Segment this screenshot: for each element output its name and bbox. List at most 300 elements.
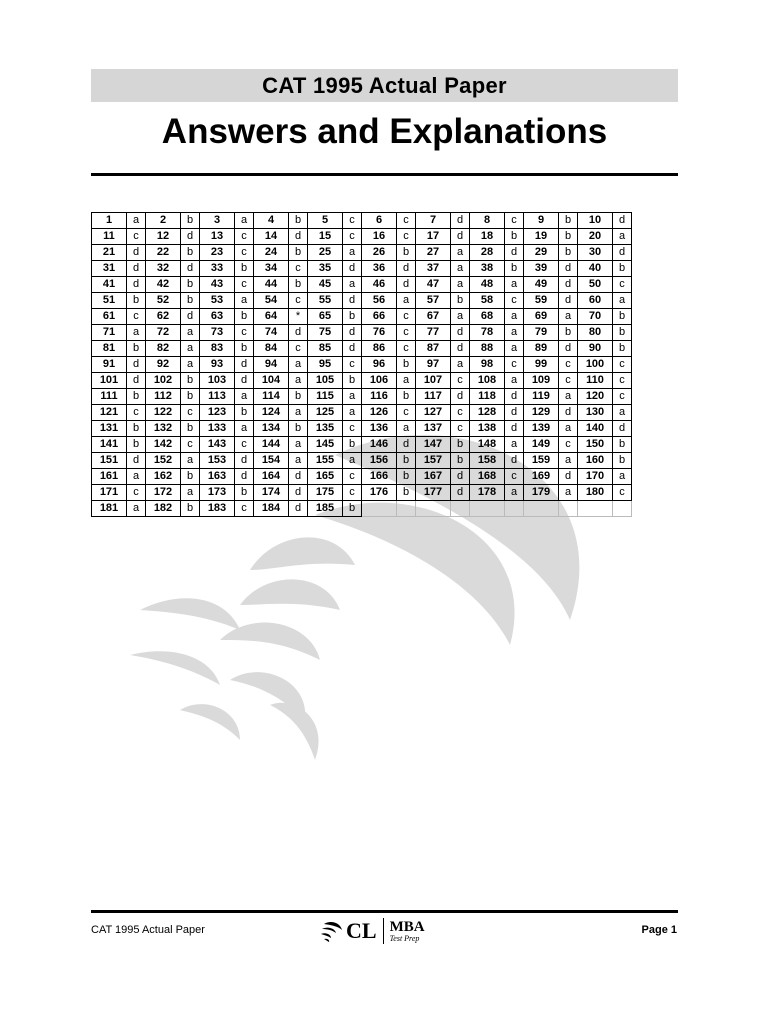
question-number-cell: 51 (92, 293, 127, 309)
question-number-cell: 93 (200, 357, 235, 373)
table-row (92, 405, 632, 421)
question-number-cell: 154 (254, 453, 289, 469)
question-number-cell: 85 (308, 341, 343, 357)
answer-cell: b (559, 229, 578, 245)
answer-cell: c (613, 277, 632, 293)
question-number-cell: 168 (470, 469, 505, 485)
question-number-cell: 114 (254, 389, 289, 405)
answer-cell: a (235, 389, 254, 405)
question-number-cell: 167 (416, 469, 451, 485)
question-number-cell: 105 (308, 373, 343, 389)
question-number-cell: 66 (362, 309, 397, 325)
answer-cell: b (451, 437, 470, 453)
question-number-cell: 179 (524, 485, 559, 501)
empty-cell (397, 501, 416, 517)
answer-cell: c (289, 341, 308, 357)
answer-cell: c (127, 405, 146, 421)
answer-cell: b (181, 293, 200, 309)
answer-cell: a (505, 325, 524, 341)
answer-cell: b (127, 341, 146, 357)
question-number-cell: 182 (146, 501, 181, 517)
table-row (92, 245, 632, 261)
answer-cell: a (235, 421, 254, 437)
answer-cell: c (505, 357, 524, 373)
answer-cell: d (397, 437, 416, 453)
question-number-cell: 67 (416, 309, 451, 325)
question-number-cell: 12 (146, 229, 181, 245)
question-number-cell: 29 (524, 245, 559, 261)
logo-mba-block (390, 920, 425, 943)
question-number-cell: 139 (524, 421, 559, 437)
answer-cell: a (127, 501, 146, 517)
empty-cell (362, 501, 397, 517)
question-number-cell: 155 (308, 453, 343, 469)
question-number-cell: 117 (416, 389, 451, 405)
answer-cell: a (613, 469, 632, 485)
answer-cell: d (613, 421, 632, 437)
answer-cell: b (343, 373, 362, 389)
answer-cell: b (559, 325, 578, 341)
answer-cell: d (289, 469, 308, 485)
answer-cell: c (505, 293, 524, 309)
answer-cell: c (397, 229, 416, 245)
question-number-cell: 58 (470, 293, 505, 309)
question-number-cell: 18 (470, 229, 505, 245)
question-number-cell: 178 (470, 485, 505, 501)
question-number-cell: 166 (362, 469, 397, 485)
question-number-cell: 84 (254, 341, 289, 357)
answer-cell: a (451, 245, 470, 261)
page-heading: Answers and Explanations (161, 112, 608, 151)
answer-cell: c (397, 213, 416, 229)
question-number-cell: 156 (362, 453, 397, 469)
question-number-cell: 59 (524, 293, 559, 309)
answer-cell: d (613, 213, 632, 229)
title-bar (91, 69, 678, 102)
answer-cell: d (505, 389, 524, 405)
answer-cell: d (559, 469, 578, 485)
answer-key-table (91, 212, 632, 517)
question-number-cell: 103 (200, 373, 235, 389)
question-number-cell: 65 (308, 309, 343, 325)
answer-cell: b (235, 485, 254, 501)
question-number-cell: 38 (470, 261, 505, 277)
answer-cell: d (235, 469, 254, 485)
question-number-cell: 5 (308, 213, 343, 229)
answer-cell: a (127, 469, 146, 485)
answer-cell: b (505, 229, 524, 245)
empty-cell (505, 501, 524, 517)
answer-cell: a (613, 229, 632, 245)
question-number-cell: 143 (200, 437, 235, 453)
answer-cell: d (451, 325, 470, 341)
answer-cell: d (343, 325, 362, 341)
question-number-cell: 153 (200, 453, 235, 469)
answer-cell: a (451, 277, 470, 293)
answer-cell: d (289, 325, 308, 341)
answer-cell: b (451, 293, 470, 309)
question-number-cell: 17 (416, 229, 451, 245)
answer-cell: c (235, 437, 254, 453)
question-number-cell: 47 (416, 277, 451, 293)
question-number-cell: 177 (416, 485, 451, 501)
question-number-cell: 34 (254, 261, 289, 277)
question-number-cell: 94 (254, 357, 289, 373)
question-number-cell: 56 (362, 293, 397, 309)
question-number-cell: 141 (92, 437, 127, 453)
answer-cell: d (505, 421, 524, 437)
answer-cell: c (613, 485, 632, 501)
table-row (92, 373, 632, 389)
answer-cell: c (559, 357, 578, 373)
page-number: Page 1 (641, 924, 677, 936)
answer-cell: d (451, 469, 470, 485)
answer-cell: a (505, 437, 524, 453)
answer-cell: d (181, 309, 200, 325)
answer-cell: b (181, 469, 200, 485)
answer-cell: b (343, 437, 362, 453)
question-number-cell: 180 (578, 485, 613, 501)
question-number-cell: 97 (416, 357, 451, 373)
answer-cell: d (613, 245, 632, 261)
answer-cell: b (289, 245, 308, 261)
answer-cell: c (613, 389, 632, 405)
answer-cell: c (613, 357, 632, 373)
answer-cell: b (397, 469, 416, 485)
empty-cell (524, 501, 559, 517)
answer-cell: c (559, 437, 578, 453)
answer-cell: d (181, 261, 200, 277)
answer-cell: a (235, 293, 254, 309)
question-number-cell: 122 (146, 405, 181, 421)
question-number-cell: 23 (200, 245, 235, 261)
answer-cell: a (289, 453, 308, 469)
answer-cell: d (127, 453, 146, 469)
answer-cell: b (127, 293, 146, 309)
question-number-cell: 27 (416, 245, 451, 261)
answer-cell: a (451, 357, 470, 373)
answer-cell: a (181, 485, 200, 501)
question-number-cell: 49 (524, 277, 559, 293)
logo-cl-text: CL (346, 918, 377, 943)
question-number-cell: 136 (362, 421, 397, 437)
answer-cell: a (559, 453, 578, 469)
question-number-cell: 110 (578, 373, 613, 389)
question-number-cell: 138 (470, 421, 505, 437)
answer-cell: d (343, 261, 362, 277)
question-number-cell: 170 (578, 469, 613, 485)
answer-cell: a (559, 421, 578, 437)
answer-cell: d (343, 293, 362, 309)
question-number-cell: 6 (362, 213, 397, 229)
question-number-cell: 164 (254, 469, 289, 485)
answer-cell: b (235, 405, 254, 421)
question-number-cell: 68 (470, 309, 505, 325)
question-number-cell: 113 (200, 389, 235, 405)
question-number-cell: 147 (416, 437, 451, 453)
answer-cell: a (451, 261, 470, 277)
answer-cell: b (397, 453, 416, 469)
question-number-cell: 7 (416, 213, 451, 229)
question-number-cell: 150 (578, 437, 613, 453)
question-number-cell: 41 (92, 277, 127, 293)
question-number-cell: 78 (470, 325, 505, 341)
question-number-cell: 175 (308, 485, 343, 501)
table-row (92, 469, 632, 485)
question-number-cell: 148 (470, 437, 505, 453)
empty-cell (451, 501, 470, 517)
answer-cell: c (235, 245, 254, 261)
answer-cell: a (559, 485, 578, 501)
answer-cell: b (181, 501, 200, 517)
question-number-cell: 183 (200, 501, 235, 517)
footer-title: CAT 1995 Actual Paper (91, 924, 205, 936)
question-number-cell: 99 (524, 357, 559, 373)
answer-cell: c (343, 357, 362, 373)
empty-cell (613, 501, 632, 517)
table-row (92, 341, 632, 357)
question-number-cell: 72 (146, 325, 181, 341)
answer-cell: b (451, 453, 470, 469)
question-number-cell: 111 (92, 389, 127, 405)
answer-cell: b (289, 213, 308, 229)
question-number-cell: 74 (254, 325, 289, 341)
answer-cell: d (343, 341, 362, 357)
answer-cell: a (181, 357, 200, 373)
answer-cell: a (613, 405, 632, 421)
question-number-cell: 11 (92, 229, 127, 245)
question-number-cell: 128 (470, 405, 505, 421)
question-number-cell: 116 (362, 389, 397, 405)
question-number-cell: 76 (362, 325, 397, 341)
cl-mba-logo (318, 918, 425, 944)
question-number-cell: 106 (362, 373, 397, 389)
answer-cell: c (235, 325, 254, 341)
question-number-cell: 50 (578, 277, 613, 293)
question-number-cell: 102 (146, 373, 181, 389)
answer-cell: b (181, 389, 200, 405)
logo-subtext: Test Prep (389, 933, 420, 943)
answer-cell: d (235, 453, 254, 469)
answer-cell: d (451, 213, 470, 229)
answer-cell: b (181, 245, 200, 261)
answer-cell: c (289, 293, 308, 309)
answer-cell: c (235, 229, 254, 245)
answer-cell: d (559, 293, 578, 309)
question-number-cell: 115 (308, 389, 343, 405)
answer-cell: a (181, 341, 200, 357)
answer-cell: b (613, 309, 632, 325)
question-number-cell: 71 (92, 325, 127, 341)
empty-cell (416, 501, 451, 517)
question-number-cell: 32 (146, 261, 181, 277)
question-number-cell: 101 (92, 373, 127, 389)
answer-cell: d (289, 501, 308, 517)
answer-cell: d (289, 485, 308, 501)
answer-cell: b (505, 261, 524, 277)
answer-cell: a (397, 293, 416, 309)
answer-cell: d (505, 405, 524, 421)
answer-cell: a (343, 453, 362, 469)
question-number-cell: 25 (308, 245, 343, 261)
answer-cell: a (343, 389, 362, 405)
question-number-cell: 79 (524, 325, 559, 341)
answer-cell: b (559, 245, 578, 261)
question-number-cell: 13 (200, 229, 235, 245)
answer-cell: c (397, 325, 416, 341)
question-number-cell: 22 (146, 245, 181, 261)
answer-cell: c (451, 405, 470, 421)
answer-cell: d (559, 405, 578, 421)
answer-cell: d (505, 453, 524, 469)
question-number-cell: 165 (308, 469, 343, 485)
answer-cell: a (181, 453, 200, 469)
question-number-cell: 133 (200, 421, 235, 437)
question-number-cell: 87 (416, 341, 451, 357)
question-number-cell: 16 (362, 229, 397, 245)
answer-cell: c (343, 213, 362, 229)
question-number-cell: 39 (524, 261, 559, 277)
question-number-cell: 35 (308, 261, 343, 277)
question-number-cell: 46 (362, 277, 397, 293)
question-number-cell: 48 (470, 277, 505, 293)
answer-cell: c (397, 341, 416, 357)
answer-cell: d (505, 245, 524, 261)
answer-cell: d (127, 277, 146, 293)
question-number-cell: 45 (308, 277, 343, 293)
answer-cell: d (127, 373, 146, 389)
answer-cell: a (343, 245, 362, 261)
question-number-cell: 104 (254, 373, 289, 389)
answer-cell: d (235, 357, 254, 373)
question-number-cell: 75 (308, 325, 343, 341)
question-number-cell: 15 (308, 229, 343, 245)
answer-cell: a (289, 373, 308, 389)
question-number-cell: 172 (146, 485, 181, 501)
question-number-cell: 145 (308, 437, 343, 453)
answer-cell: d (451, 341, 470, 357)
question-number-cell: 131 (92, 421, 127, 437)
question-number-cell: 132 (146, 421, 181, 437)
table-row (92, 229, 632, 245)
answer-cell: c (505, 213, 524, 229)
answer-cell: c (559, 373, 578, 389)
question-number-cell: 30 (578, 245, 613, 261)
question-number-cell: 126 (362, 405, 397, 421)
answer-cell: c (235, 277, 254, 293)
question-number-cell: 146 (362, 437, 397, 453)
question-number-cell: 174 (254, 485, 289, 501)
answer-cell: b (235, 309, 254, 325)
question-number-cell: 77 (416, 325, 451, 341)
answer-cell: b (181, 277, 200, 293)
answer-cell: a (451, 309, 470, 325)
answer-cell: b (181, 213, 200, 229)
answer-cell: d (289, 229, 308, 245)
answer-cell: d (451, 485, 470, 501)
question-number-cell: 121 (92, 405, 127, 421)
question-number-cell: 60 (578, 293, 613, 309)
question-number-cell: 171 (92, 485, 127, 501)
question-number-cell: 3 (200, 213, 235, 229)
answer-cell: b (613, 453, 632, 469)
question-number-cell: 28 (470, 245, 505, 261)
table-row (92, 213, 632, 229)
question-number-cell: 69 (524, 309, 559, 325)
table-row (92, 453, 632, 469)
answer-cell: c (505, 469, 524, 485)
answer-cell: c (343, 485, 362, 501)
empty-cell (559, 501, 578, 517)
table-row (92, 293, 632, 309)
answer-cell: b (397, 357, 416, 373)
question-number-cell: 37 (416, 261, 451, 277)
question-number-cell: 63 (200, 309, 235, 325)
answer-cell: a (181, 325, 200, 341)
answer-cell: c (235, 501, 254, 517)
question-number-cell: 54 (254, 293, 289, 309)
question-number-cell: 98 (470, 357, 505, 373)
answer-cell: a (613, 293, 632, 309)
answer-cell: b (235, 341, 254, 357)
answer-cell: d (127, 357, 146, 373)
question-number-cell: 40 (578, 261, 613, 277)
answer-cell: c (451, 373, 470, 389)
question-number-cell: 14 (254, 229, 289, 245)
question-number-cell: 31 (92, 261, 127, 277)
answer-cell: c (127, 485, 146, 501)
question-number-cell: 100 (578, 357, 613, 373)
question-number-cell: 81 (92, 341, 127, 357)
answer-cell: a (235, 213, 254, 229)
table-row (92, 389, 632, 405)
question-number-cell: 86 (362, 341, 397, 357)
question-number-cell: 142 (146, 437, 181, 453)
question-number-cell: 53 (200, 293, 235, 309)
question-number-cell: 181 (92, 501, 127, 517)
answer-cell: c (397, 309, 416, 325)
table-row (92, 309, 632, 325)
answer-cell: b (613, 437, 632, 453)
answer-cell: c (181, 437, 200, 453)
question-number-cell: 140 (578, 421, 613, 437)
answer-cell: c (397, 405, 416, 421)
answer-cell: d (559, 277, 578, 293)
question-number-cell: 149 (524, 437, 559, 453)
question-number-cell: 62 (146, 309, 181, 325)
question-number-cell: 127 (416, 405, 451, 421)
empty-cell (578, 501, 613, 517)
question-number-cell: 112 (146, 389, 181, 405)
question-number-cell: 161 (92, 469, 127, 485)
question-number-cell: 108 (470, 373, 505, 389)
question-number-cell: 52 (146, 293, 181, 309)
answer-cell: a (505, 341, 524, 357)
answer-cell: b (397, 389, 416, 405)
answer-cell: c (451, 421, 470, 437)
logo-separator (383, 918, 384, 944)
question-number-cell: 44 (254, 277, 289, 293)
table-row (92, 357, 632, 373)
answer-cell: c (127, 229, 146, 245)
question-number-cell: 64 (254, 309, 289, 325)
swirl-logo-icon (318, 920, 344, 942)
answer-cell: c (343, 421, 362, 437)
answer-cell: b (613, 325, 632, 341)
answer-cell: d (559, 341, 578, 357)
question-number-cell: 176 (362, 485, 397, 501)
answer-cell: a (505, 309, 524, 325)
